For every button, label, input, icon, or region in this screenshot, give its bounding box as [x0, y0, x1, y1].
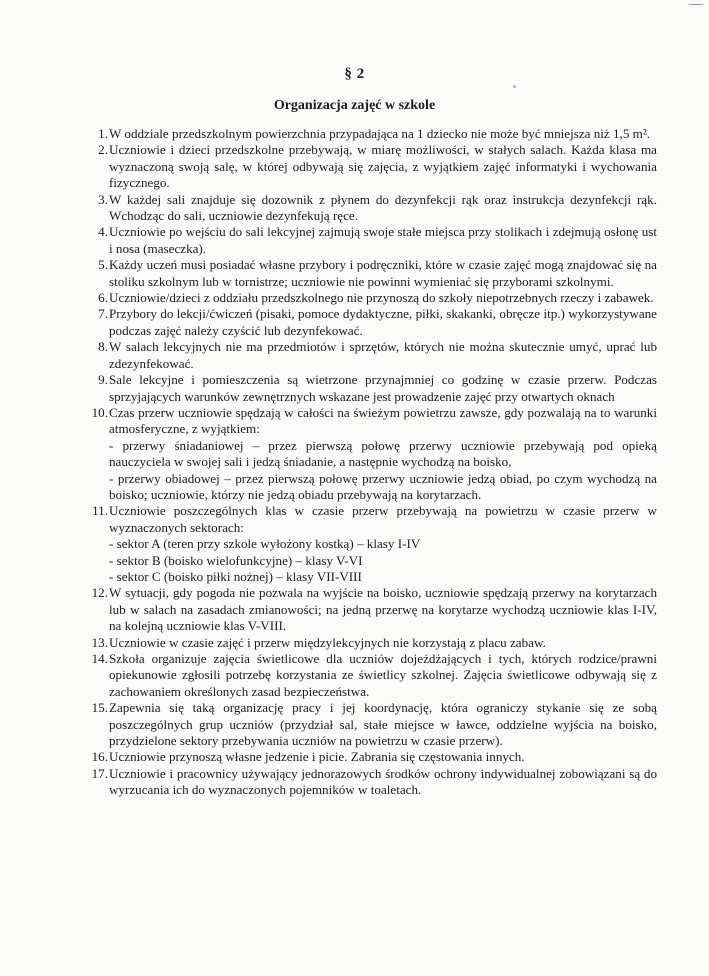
list-item: [82, 405, 657, 503]
list-item: [82, 635, 657, 651]
item-number: 8.: [98, 339, 108, 355]
item-text: W oddziale przedszkolnym powierzchnia przypadająca na 1 dziecko nie może być mniejsza niż 1,5 m².: [109, 126, 651, 141]
item-number: 13.: [91, 634, 108, 650]
list-item: [82, 126, 657, 142]
item-text: W sytuacji, gdy pogoda nie pozwala na wyjście na boisko, uczniowie spędzają przerwy na korytarzach lub w salach na zasadach zmianowości; na jedną przerwę na korytarze wychodzą uczniowie klas I-IV, na kolejną uczniowie klas V-VIII.: [109, 585, 657, 634]
item-text: Czas przerw uczniowie spędzają w całości na świeżym powietrzu zawsze, gdy pozwalają na to warunki atmosferyczne, z wyjątkiem:: [109, 404, 657, 437]
item-number: 4.: [98, 224, 108, 240]
item-number: 17.: [91, 765, 108, 781]
item-subline: - przerwy śniadaniowej – przez pierwszą połowę przerwy uczniowie przebywają pod opieką nauczyciela w swojej sali i jedzą śniadanie, a następnie wychodzą na boisko,: [109, 437, 657, 470]
item-subline: - sektor B (boisko wielofunkcyjne) – klasy V-VI: [109, 552, 363, 568]
item-text: Każdy uczeń musi posiadać własne przybory i podręczniki, które w czasie zajęć mogą znajdować się na stoliku szkolnym lub w tornistrze; uczniowie nie powinni wymieniać się przyborami szkolnymi.: [109, 257, 657, 289]
item-text: Przybory do lekcji/ćwiczeń (pisaki, pomoce dydaktyczne, piłki, skakanki, obręcze itp.) wykorzystywane podczas zajęć należy czyścić lub dezynfekować.: [109, 306, 657, 338]
item-number: 3.: [98, 191, 108, 207]
item-number: 9.: [98, 372, 108, 388]
list-item: [82, 503, 657, 585]
list-item: [82, 585, 657, 634]
item-text: W każdej sali znajduje się dozownik z płynem do dezynfekcji rąk oraz instrukcja dezynfekcji rąk. Wchodząc do sali, uczniowie dezynfekują ręce.: [109, 191, 657, 224]
item-number: 5.: [98, 257, 108, 273]
item-text: Uczniowie/dzieci z oddziału przedszkolnego nie przynoszą do szkoły niepotrzebnych rzeczy i zabawek.: [109, 290, 654, 306]
list-item: [82, 142, 657, 191]
item-text: Uczniowie i dzieci przedszkolne przebywają, w miarę możliwości, w stałych salach. Każda klasa ma wyznaczoną swoją salę, w której odbywają się zajęcia, z wyjątkiem zajęć informatyki i wychowania fizycznego.: [109, 142, 657, 191]
item-text: Uczniowie przynoszą własne jedzenie i picie. Zabrania się częstowania innych.: [109, 749, 525, 765]
rules-list: [82, 126, 657, 799]
item-subline: - przerwy obiadowej – przez pierwszą połowę przerwy uczniowie jedzą obiad, po czym wychodzą na boisko; uczniowie, którzy nie jedzą obiadu przebywają na korytarzach.: [109, 470, 657, 502]
list-item: [82, 372, 657, 405]
item-text: Uczniowie w czasie zajęć i przerw międzylekcyjnych nie korzystają z placu zabaw.: [109, 634, 546, 650]
item-text: Uczniowie po wejściu do sali lekcyjnej zajmują swoje stałe miejsca przy stolikach i zdejmują osłonę ust i nosa (maseczka).: [109, 224, 657, 256]
item-subline: - sektor C (boisko piłki nożnej) – klasy VII-VIII: [109, 568, 362, 584]
list-item: [82, 192, 657, 225]
list-item: [82, 339, 657, 372]
item-text: Zapewnia się taką organizację pracy i jej koordynację, która ograniczy stykanie się ze sobą poszczególnych grup uczniów (przydział sal, stałe miejsce w ławce, oddzielne wyjścia na boisko, przydzielone sektory przebywania uczniów na powietrzu w czasie przerw).: [109, 700, 657, 749]
scan-mark: [689, 4, 703, 5]
item-number: 1.: [98, 126, 108, 141]
item-text: Szkoła organizuje zajęcia świetlicowe dla uczniów dojeżdżających i tych, których rodzice/prawni opiekunowie zgłosili potrzebę korzystania ze świetlicy szkolnej. Zajęcia świetlicowe odbywają się z zachowaniem określonych zasad bezpieczeństwa.: [109, 651, 657, 699]
item-text: Sale lekcyjne i pomieszczenia są wietrzone przynajmniej co godzinę w czasie przerw. Podczas sprzyjających warunków zewnętrznych wskazane jest prowadzenie zajęć przy otwartych oknach: [109, 372, 657, 404]
item-number: 16.: [91, 749, 108, 765]
list-item: [82, 290, 657, 306]
item-text: W salach lekcyjnych nie ma przedmiotów i sprzętów, których nie można skutecznie umyć, uprać lub zdezynfekować.: [109, 339, 657, 371]
item-text: Uczniowie poszczególnych klas w czasie przerw przebywają na powietrzu w czasie przerw w wyznaczonych sektorach:: [109, 503, 657, 535]
item-number: 14.: [91, 651, 108, 666]
scan-speck: [513, 85, 516, 88]
item-number: 6.: [98, 290, 108, 306]
item-number: 7.: [98, 306, 108, 322]
item-number: 2.: [98, 142, 108, 158]
list-item: [82, 700, 657, 749]
list-item: [82, 224, 657, 257]
list-item: [82, 651, 657, 700]
section-title: Organizacja zajęć w szkole: [273, 98, 436, 113]
list-item: [82, 257, 657, 290]
item-number: 11.: [92, 503, 108, 519]
item-number: 10.: [91, 404, 108, 420]
list-item: [82, 749, 657, 765]
section-number: § 2: [344, 66, 365, 82]
item-number: 12.: [91, 585, 108, 601]
item-number: 15.: [91, 700, 108, 716]
list-item: [82, 766, 657, 799]
item-subline: - sektor A (teren przy szkole wyłożony kostką) – klasy I-IV: [109, 536, 421, 552]
list-item: [82, 306, 657, 339]
item-text: Uczniowie i pracownicy używający jednorazowych środków ochrony indywidualnej zobowiązani są do wyrzucania ich do wyznaczonych pojemników w toaletach.: [109, 765, 657, 798]
